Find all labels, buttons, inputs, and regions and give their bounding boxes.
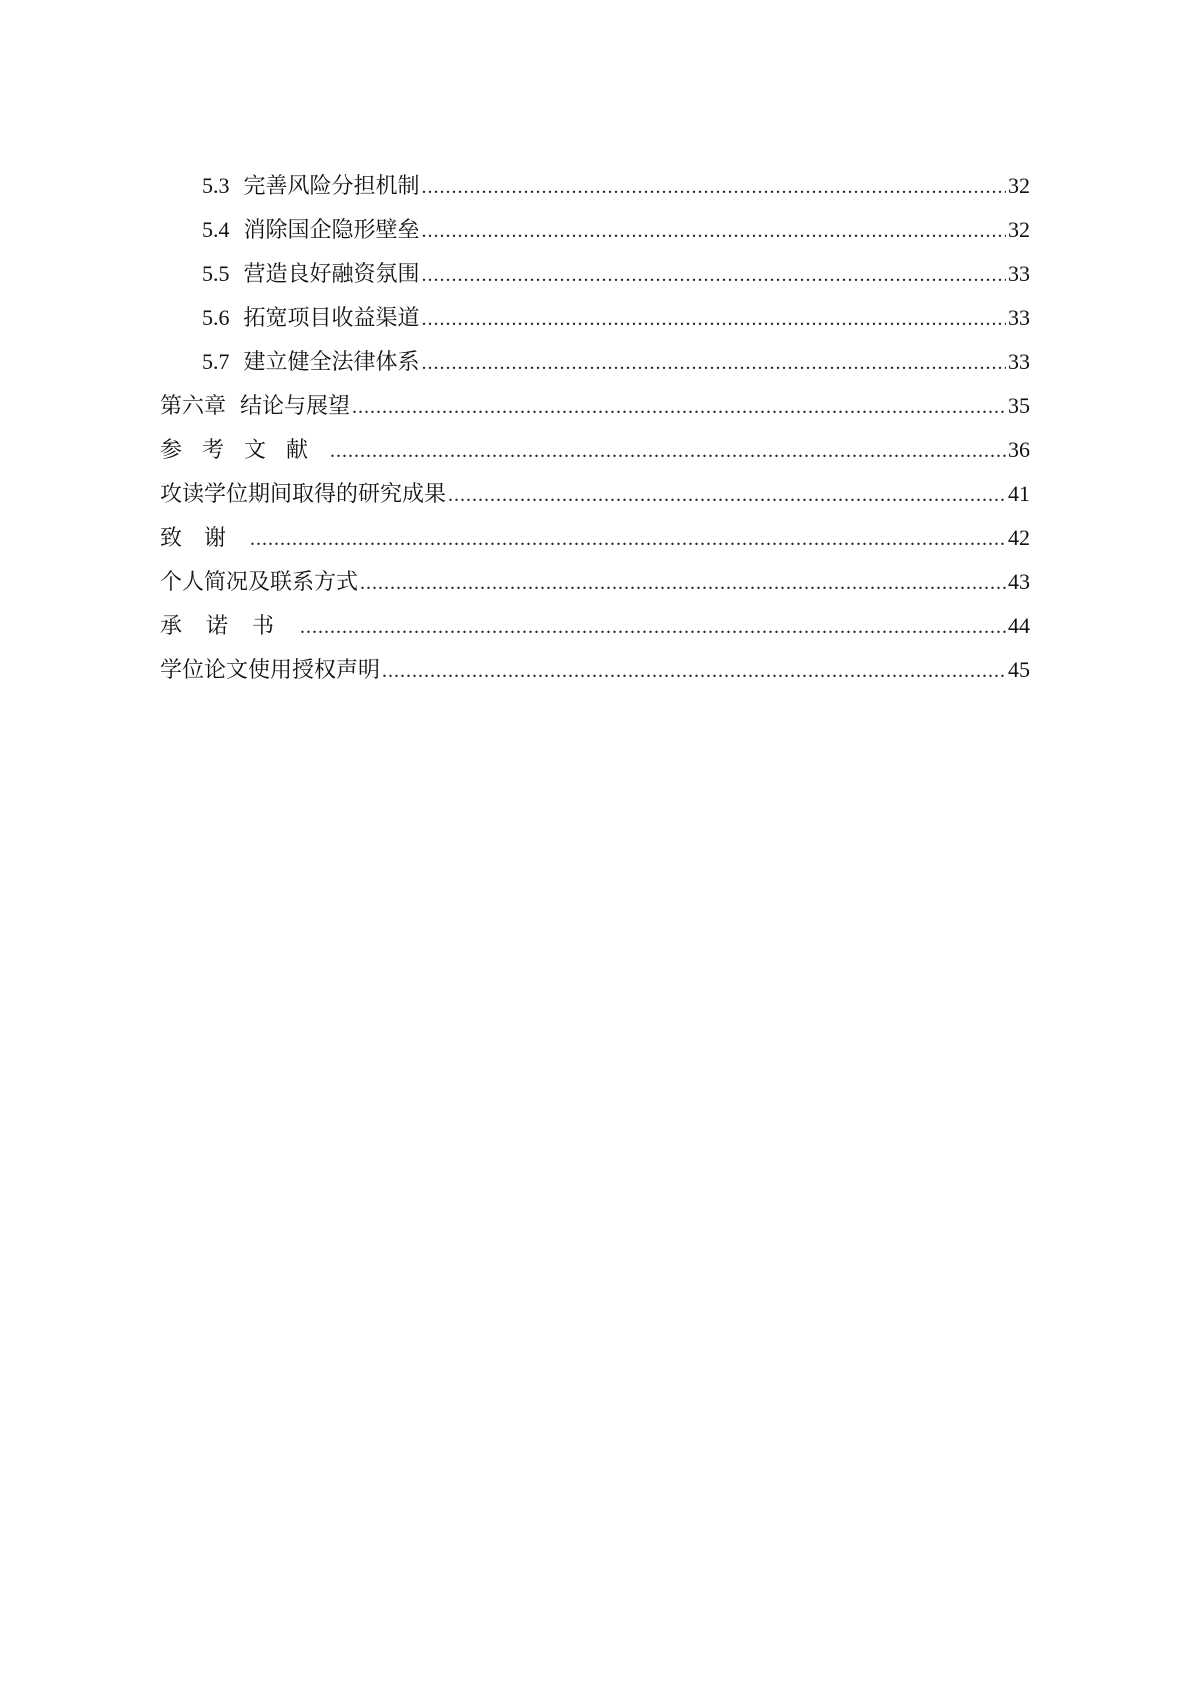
toc-entry-authorization[interactable] [160, 648, 1030, 692]
toc-dot-leader [360, 561, 1006, 605]
toc-entry-research-results[interactable] [160, 472, 1030, 516]
toc-dot-leader [422, 165, 1006, 209]
toc-entry-personal-info[interactable] [160, 560, 1030, 604]
toc-entry-number: 5.5 [202, 261, 230, 286]
toc-entry-page: 32 [1008, 173, 1030, 198]
toc-entry-page: 32 [1008, 217, 1030, 242]
toc-entry-page: 44 [1008, 613, 1030, 638]
toc-entry-title: 承诺书 [160, 614, 299, 639]
toc-entry-title: 学位论文使用授权声明 [160, 658, 381, 683]
toc-entry-commitment[interactable] [160, 604, 1030, 648]
toc-entry-5-6[interactable] [160, 296, 1030, 340]
toc-entry-page: 43 [1008, 569, 1030, 594]
toc-entry-page: 33 [1008, 261, 1030, 286]
toc-entry-title: 致谢 [160, 526, 249, 551]
table-of-contents [160, 164, 1030, 692]
toc-entry-number: 5.7 [202, 349, 230, 374]
toc-entry-page: 45 [1008, 657, 1030, 682]
toc-entry-title: 参考文献 [160, 438, 329, 463]
toc-entry-title: 消除国企隐形壁垒 [243, 218, 420, 243]
toc-entry-page: 36 [1008, 437, 1030, 462]
toc-dot-leader [382, 649, 1006, 693]
toc-entry-title: 完善风险分担机制 [243, 174, 420, 199]
toc-dot-leader [250, 517, 1006, 561]
toc-entry-title: 拓宽项目收益渠道 [243, 306, 420, 331]
toc-entry-title: 个人简况及联系方式 [160, 570, 359, 595]
toc-entry-5-3[interactable] [160, 164, 1030, 208]
toc-entry-5-4[interactable] [160, 208, 1030, 252]
toc-entry-references[interactable] [160, 428, 1030, 472]
toc-dot-leader [422, 209, 1006, 253]
toc-dot-leader [422, 253, 1006, 297]
toc-entry-page: 41 [1008, 481, 1030, 506]
toc-dot-leader [352, 385, 1006, 429]
toc-dot-leader [448, 473, 1006, 517]
toc-entry-title: 第六章 结论与展望 [160, 394, 350, 419]
toc-entry-title: 建立健全法律体系 [243, 350, 420, 375]
toc-entry-page: 33 [1008, 305, 1030, 330]
toc-entry-5-7[interactable] [160, 340, 1030, 384]
toc-entry-5-5[interactable] [160, 252, 1030, 296]
toc-entry-chapter-6[interactable] [160, 384, 1030, 428]
toc-entry-acknowledgements[interactable] [160, 516, 1030, 560]
toc-entry-page: 35 [1008, 393, 1030, 418]
toc-entry-title: 攻读学位期间取得的研究成果 [160, 482, 447, 507]
toc-entry-number: 5.6 [202, 305, 230, 330]
toc-entry-page: 42 [1008, 525, 1030, 550]
toc-entry-title: 营造良好融资氛围 [243, 262, 420, 287]
toc-entry-number: 5.4 [202, 217, 230, 242]
toc-dot-leader [422, 341, 1006, 385]
toc-dot-leader [300, 605, 1006, 649]
toc-dot-leader [422, 297, 1006, 341]
toc-entry-number: 5.3 [202, 173, 230, 198]
toc-entry-page: 33 [1008, 349, 1030, 374]
toc-dot-leader [330, 429, 1006, 473]
